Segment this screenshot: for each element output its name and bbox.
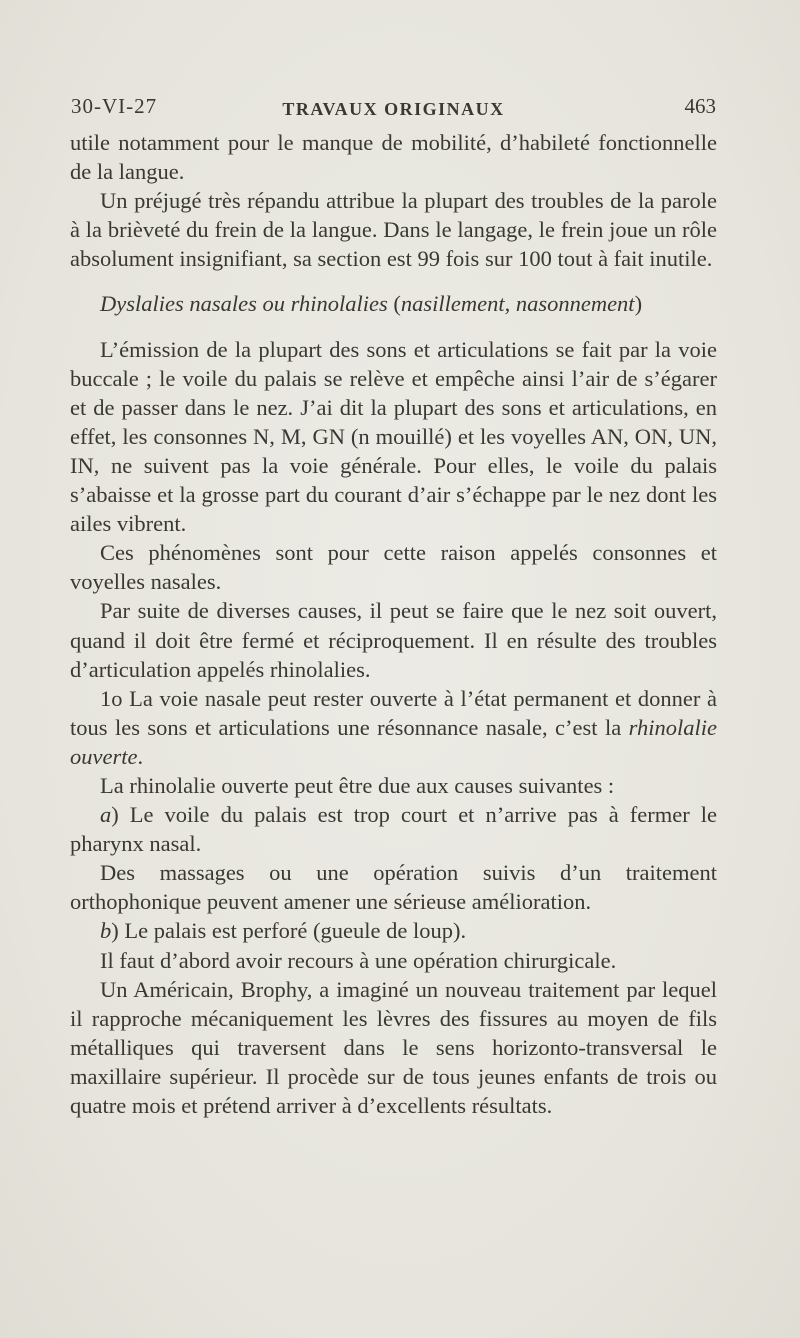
list-item-b-label: b [100, 918, 112, 944]
paragraph-continued: utile notamment pour le manque de mobilité, d’habileté fonctionnelle de la langue. [70, 130, 717, 185]
voie-nasale-term: rhinolalie ouverte [70, 714, 717, 769]
paragraph-frein: Un préjugé très répandu attribue la plupart des troubles de la parole à la brièveté du frein de la langue. Dans le langage, le frein joue un rôle absolument insignifiant, sa section est 99 fois sur 100 tout à fait inutile. [70, 188, 717, 272]
subheading-main: Dyslalies nasales ou rhinolalies [100, 291, 388, 317]
voie-nasale-end: . [137, 743, 144, 769]
list-item-a-text: ) Le voile du palais est trop court et n’arrive pas à fermer le pharynx nasal. [70, 802, 717, 857]
page-body [70, 128, 717, 1120]
paragraph-emission: L’émission de la plupart des sons et articulations se fait par la voie buccale ; le voile du palais se relève et empêche ainsi l’air de s’égarer et de passer dans le nez. J’ai dit la plupart des sons et articulations, en effet, les consonnes N, M, GN (n mouillé) et les voyelles AN, ON, UN, IN, ne suivent pas la voie générale. Pour elles, le voile du palais s’abaisse et la grosse part du courant d’air s’échappe par le nez dont les ailes vibrent. [70, 336, 717, 537]
page-number: 463 [684, 94, 716, 118]
list-item-b-text: ) Le palais est perforé (gueule de loup). [111, 918, 467, 944]
paragraph-massages: Des massages ou une opération suivis d’un traitement orthophonique peuvent amener une sérieuse amélioration. [70, 860, 717, 915]
header-title: TRAVAUX ORIGINAUX [282, 99, 505, 119]
paragraph-phenomenes: Ces phénomènes sont pour cette raison appelés consonnes et voyelles nasales. [70, 540, 717, 595]
paragraph-causes-list: La rhinolalie ouverte peut être due aux causes suivantes : [100, 772, 615, 798]
paragraph-brophy: Un Américain, Brophy, a imaginé un nouveau traitement par lequel il rapproche mécaniquement les lèvres des fissures au moyen de fils métalliques qui traversent dans le sens horizonto-transversal le maxillaire supérieur. Il procède sur de tous jeunes enfants de trois ou quatre mois et prétend arriver à d’excellents résultats. [70, 976, 717, 1118]
subheading-paren-open: ( [387, 291, 401, 317]
paragraph-operation: Il faut d’abord avoir recours à une opération chirurgicale. [100, 947, 617, 973]
list-item-a-label: a [100, 802, 112, 828]
subheading-paren-close: ) [634, 291, 643, 317]
header-date: 30-VI-27 [71, 94, 158, 118]
running-header [71, 94, 716, 124]
list-item-a [70, 800, 717, 858]
voie-nasale-text: 1o La voie nasale peut rester ouverte à l’état permanent et donner à tous les sons et articulations une résonnance nasale, c’est la [70, 685, 717, 740]
section-subheading [70, 289, 717, 318]
paragraph-voie-nasale [70, 684, 717, 771]
subheading-alt: nasillement, nasonnement [400, 291, 635, 317]
list-item-b [70, 916, 717, 945]
paragraph-causes: Par suite de diverses causes, il peut se faire que le nez soit ouvert, quand il doit être fermé et réciproquement. Il en résulte des troubles d’articulation appelés rhinolalies. [70, 598, 717, 682]
